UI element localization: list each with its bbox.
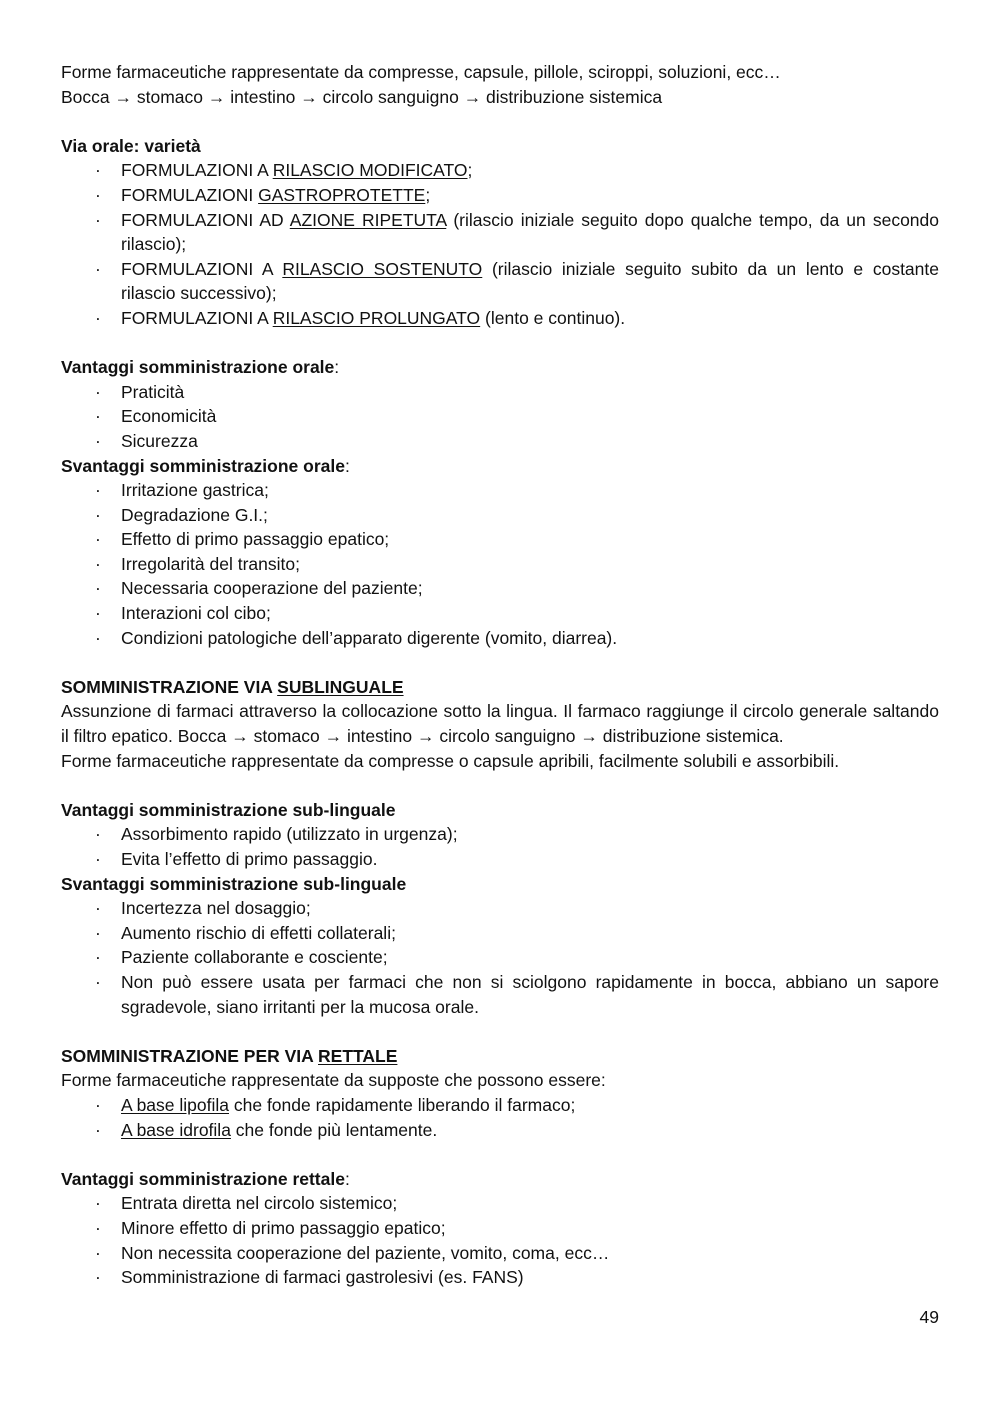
oral-pros-list	[61, 380, 939, 454]
bullet-icon: ·	[95, 184, 101, 205]
bullet-icon: ·	[95, 1193, 101, 1214]
sublingual-cons-list	[61, 896, 939, 1019]
page-number: 49	[919, 1307, 939, 1327]
sublingual-pros-list	[61, 822, 939, 871]
oral-pros-heading: Vantaggi somministrazione orale:	[61, 357, 340, 378]
rectal-pros-heading: Vantaggi somministrazione rettale:	[61, 1168, 350, 1189]
bullet-icon: ·	[95, 603, 101, 624]
list-item: · Irregolarità del transito;	[61, 552, 939, 577]
bullet-icon: ·	[95, 381, 101, 402]
bullet-icon: ·	[95, 1217, 101, 1238]
rectal-types-list	[61, 1093, 939, 1142]
list-item: · Non necessita cooperazione del paziente, vomito, coma, ecc…	[61, 1241, 939, 1266]
list-item: · Degradazione G.I.;	[61, 503, 939, 528]
list-item: · Entrata diretta nel circolo sistemico;	[61, 1191, 939, 1216]
list-item: · Incertezza nel dosaggio;	[61, 896, 939, 921]
spacer	[61, 109, 939, 134]
bullet-icon: ·	[95, 971, 101, 992]
oral-variety-heading: Via orale: varietà	[61, 135, 201, 156]
bullet-icon: ·	[95, 849, 101, 869]
rectal-pros-list	[61, 1191, 939, 1289]
bullet-icon: ·	[95, 1119, 101, 1140]
list-item: · Necessaria cooperazione del paziente;	[61, 576, 939, 601]
list-item: · FORMULAZIONI A RILASCIO SOSTENUTO (rilascio iniziale seguito subito da un lento e costante rilascio successivo);	[95, 258, 939, 304]
bullet-icon: ·	[95, 947, 101, 968]
bullet-icon: ·	[95, 307, 101, 328]
list-item: · A base lipofila che fonde rapidamente liberando il farmaco;	[61, 1093, 939, 1118]
bullet-icon: ·	[95, 209, 101, 230]
spacer	[61, 773, 939, 798]
spacer	[61, 1019, 939, 1044]
bullet-icon: ·	[95, 1242, 101, 1263]
bullet-icon: ·	[95, 578, 101, 599]
spacer	[61, 331, 939, 356]
list-item: · Assorbimento rapido (utilizzato in urgenza);	[61, 822, 939, 847]
bullet-icon: ·	[95, 922, 101, 943]
sublingual-heading: SOMMINISTRAZIONE VIA SUBLINGUALE	[61, 676, 404, 697]
spacer	[61, 1142, 939, 1167]
list-item: · Interazioni col cibo;	[61, 601, 939, 626]
list-item: · FORMULAZIONI A RILASCIO PROLUNGATO (lento e continuo).	[61, 306, 939, 331]
bullet-icon: ·	[95, 480, 101, 501]
intro-line-2: Bocca → stomaco → intestino → circolo sanguigno → distribuzione sistemica	[61, 86, 663, 107]
list-item: · Praticità	[61, 380, 939, 405]
list-item: · Effetto di primo passaggio epatico;	[61, 527, 939, 552]
oral-variety-list	[61, 158, 939, 330]
list-item: · Sicurezza	[61, 429, 939, 454]
sublingual-pros-heading: Vantaggi somministrazione sub-linguale	[61, 799, 396, 820]
bullet-icon: ·	[95, 898, 101, 919]
bullet-icon: ·	[95, 627, 101, 648]
intro-line-1: Forme farmaceutiche rappresentate da compresse, capsule, pillole, sciroppi, soluzioni, ecc…	[61, 62, 781, 82]
list-item: · FORMULAZIONI A RILASCIO MODIFICATO;	[61, 158, 939, 183]
list-item: · Evita l’effetto di primo passaggio.	[61, 847, 939, 872]
list-item: · Aumento rischio di effetti collaterali;	[61, 921, 939, 946]
bullet-icon: ·	[95, 504, 101, 525]
bullet-icon: ·	[95, 553, 101, 574]
spacer	[61, 650, 939, 675]
bullet-icon: ·	[95, 430, 101, 451]
list-item: · A base idrofila che fonde più lentamente.	[61, 1118, 939, 1143]
bullet-icon: ·	[95, 529, 101, 550]
list-item: · FORMULAZIONI AD AZIONE RIPETUTA (rilascio iniziale seguito dopo qualche tempo, da un secondo rilascio);	[95, 209, 939, 255]
sublingual-cons-heading: Svantaggi somministrazione sub-linguale	[61, 873, 407, 894]
list-item: · Minore effetto di primo passaggio epatico;	[61, 1216, 939, 1241]
list-item: · FORMULAZIONI GASTROPROTETTE;	[61, 183, 939, 208]
bullet-icon: ·	[95, 824, 101, 845]
oral-cons-list	[61, 478, 939, 650]
bullet-icon: ·	[95, 1267, 101, 1288]
list-item: · Non può essere usata per farmaci che non si sciolgono rapidamente in bocca, abbiano un sapore sgradevole, siano irritanti per la mucosa orale.	[95, 971, 939, 1017]
bullet-icon: ·	[95, 258, 101, 279]
list-item: · Condizioni patologiche dell’apparato digerente (vomito, diarrea).	[61, 626, 939, 651]
sublingual-paragraph: Assunzione di farmaci attraverso la collocazione sotto la lingua. Il farmaco raggiunge il circolo generale saltando il filtro epatico. Bocca → stomaco → intestino → circolo sanguigno → distribuzione sistemica.	[61, 701, 939, 747]
list-item: · Somministrazione di farmaci gastrolesivi (es. FANS)	[61, 1265, 939, 1290]
list-item: · Irritazione gastrica;	[61, 478, 939, 503]
sublingual-forms: Forme farmaceutiche rappresentate da compresse o capsule apribili, facilmente solubili e assorbibili.	[61, 750, 840, 771]
bullet-icon: ·	[95, 406, 101, 427]
bullet-icon: ·	[95, 1094, 101, 1115]
list-item: · Economicità	[61, 404, 939, 429]
list-item: · Paziente collaborante e cosciente;	[61, 945, 939, 970]
document-page	[61, 60, 939, 1290]
rectal-intro: Forme farmaceutiche rappresentate da supposte che possono essere:	[61, 1070, 606, 1091]
bullet-icon: ·	[95, 160, 101, 181]
rectal-heading: SOMMINISTRAZIONE PER VIA RETTALE	[61, 1045, 398, 1066]
oral-cons-heading: Svantaggi somministrazione orale:	[61, 455, 350, 476]
